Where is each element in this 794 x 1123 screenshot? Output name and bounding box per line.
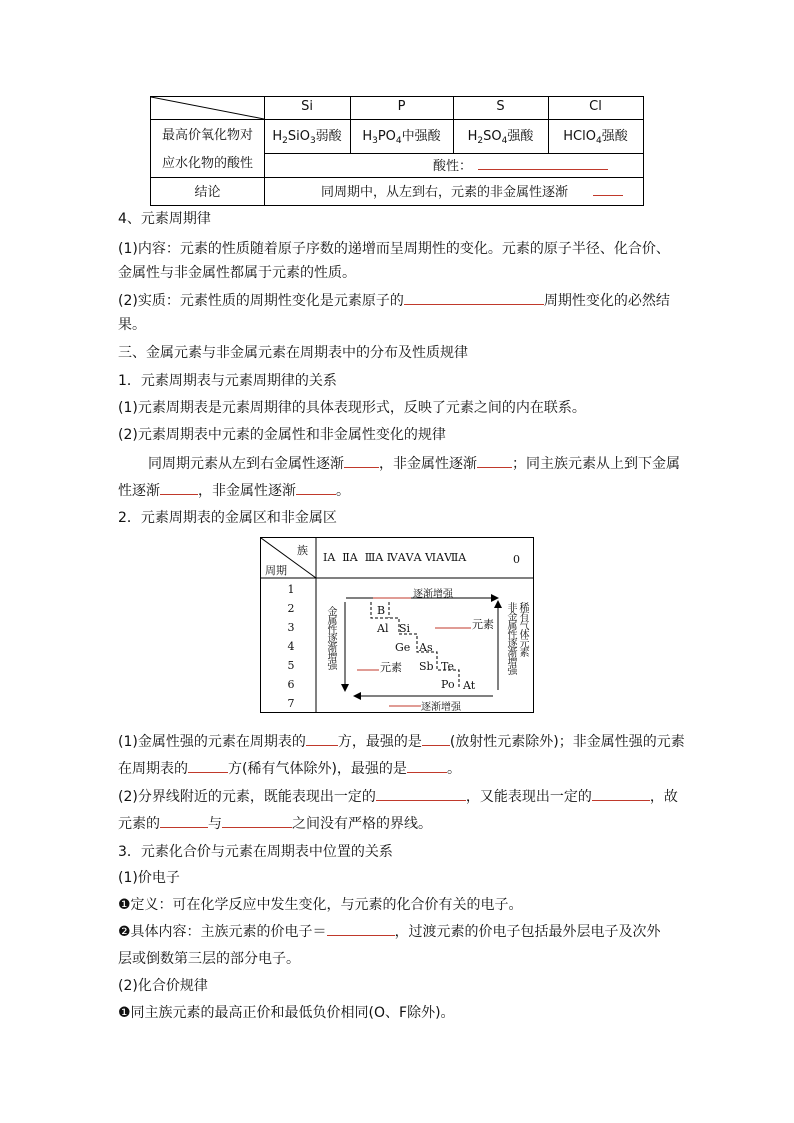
period-4: 4: [287, 640, 295, 653]
s3-2-p1-a: (1)金属性强的元素在周期表的 方，最强的是 (放射性元素除外)；非金属性强的元素: [118, 731, 685, 751]
element-sb: Sb: [419, 660, 434, 673]
conclusion-label: 结论: [194, 185, 221, 200]
s3-3-title: 3．元素化合价与元素在周期表中位置的关系: [118, 844, 393, 860]
s3-2-title: 2．元素周期表的金属区和非金属区: [118, 510, 337, 526]
s3-2-p2-a: (2)分界线附近的元素，既能表现出一定的 ，又能表现出一定的 ，故: [118, 786, 678, 806]
header-s: S: [496, 99, 505, 114]
acidity-label: 酸性：: [433, 159, 473, 174]
period-3: 3: [287, 621, 295, 634]
element-b: B: [377, 604, 386, 617]
left-vertical-label: 金属性逐渐增强: [325, 606, 336, 669]
header-cl: Cl: [589, 99, 602, 114]
element-al: Al: [377, 622, 389, 635]
section-3-title: 三、金属元素与非金属元素在周期表中的分布及性质规律: [118, 345, 468, 361]
element-po: Po: [441, 678, 455, 691]
period-1: 1: [287, 583, 295, 596]
acid-si: $H_2SiO_3$弱酸: [272, 129, 342, 146]
s3-1-p1: (1)元素周期表是元素周期律的具体表现形式，反映了元素之间的内在联系。: [118, 400, 586, 416]
zu-label: 族: [297, 544, 308, 557]
period-6: 6: [287, 678, 295, 691]
acid-s: $H_2SO_4$强酸: [467, 129, 534, 146]
section-4-title: 4、元素周期律: [118, 211, 211, 227]
s4-p1-a: (1)内容：元素的性质随着原子序数的递增而呈周期性的变化。元素的原子半径、化合价、: [118, 241, 670, 257]
bottom-arrow-label: 逐渐增强: [421, 702, 461, 713]
element-ge: Ge: [395, 641, 411, 654]
s4-p2-b: 果。: [118, 317, 146, 333]
s3-3-p5: (2)化合价规律: [118, 978, 208, 994]
element-si: Si: [399, 622, 411, 635]
s3-3-p4: 层或倒数第三层的部分电子。: [118, 951, 300, 967]
s3-3-p6: ❶同主族元素的最高正价和最低负价相同(O、F除外)。: [118, 1005, 455, 1021]
conclusion-text: 同周期中，从左到右，元素的非金属性逐渐: [321, 185, 569, 200]
zhouqi-label: 周期: [265, 564, 287, 577]
metal-yuansu: 元素: [380, 661, 402, 674]
period-2: 2: [287, 602, 295, 615]
s4-p2: (2)实质：元素性质的周期性变化是元素原子的 周期性变化的必然结: [118, 290, 670, 310]
group-zero: 0: [513, 553, 520, 566]
diagonal-line: [151, 97, 264, 119]
s3-3-p2: ❶定义：可在化学反应中发生变化，与元素的化合价有关的电子。: [118, 897, 523, 913]
nonmetal-yuansu: 元素: [472, 618, 494, 631]
period-7: 7: [287, 697, 295, 710]
noble-gas-label: 稀有气体元素: [517, 602, 528, 656]
element-at: At: [463, 679, 476, 692]
s3-1-p3: 同周期元素从左到右金属性逐渐 ，非金属性逐渐 ；同主族元素从上到下金属: [148, 453, 680, 473]
period-5: 5: [287, 659, 295, 672]
header-p: P: [397, 99, 406, 114]
periodic-table-diagram: [260, 537, 534, 713]
s3-3-p1: (1)价电子: [118, 870, 180, 886]
s3-2-p2-b: 元素的 与 之间没有严格的界线。: [118, 813, 432, 833]
right-vertical-label: 非金属性逐渐增强: [505, 602, 516, 674]
s3-2-p1-b: 在周期表的 方(稀有气体除外)，最强的是 。: [118, 758, 461, 778]
row-label-1: 最高价氧化物对: [161, 128, 253, 143]
acid-cl: HClO$_4$强酸: [563, 129, 628, 146]
s3-1-title: 1．元素周期表与元素周期律的关系: [118, 373, 337, 389]
s3-1-p4: 性逐渐 ，非金属性逐渐 。: [118, 480, 350, 500]
acidity-table: [150, 96, 644, 206]
row-label-2: 应水化物的酸性: [161, 156, 253, 171]
header-si: Si: [301, 99, 313, 114]
acidity-blank: [478, 155, 608, 170]
conclusion-blank: [593, 181, 623, 196]
element-te: Te: [441, 660, 454, 673]
s3-3-p3: ❷具体内容：主族元素的价电子＝ ，过渡元素的价电子包括最外层电子及次外: [118, 921, 661, 941]
s4-p1-b: 金属性与非金属性都属于元素的性质。: [118, 265, 356, 281]
top-arrow-label: 逐渐增强: [413, 589, 453, 600]
element-as: As: [419, 641, 433, 654]
group-headers: ⅠA ⅡA ⅢA ⅣAⅤA ⅥAⅦA: [323, 551, 467, 564]
s3-1-p2: (2)元素周期表中元素的金属性和非金属性变化的规律: [118, 427, 446, 443]
acid-p: $H_3PO_4$中强酸: [362, 129, 441, 146]
